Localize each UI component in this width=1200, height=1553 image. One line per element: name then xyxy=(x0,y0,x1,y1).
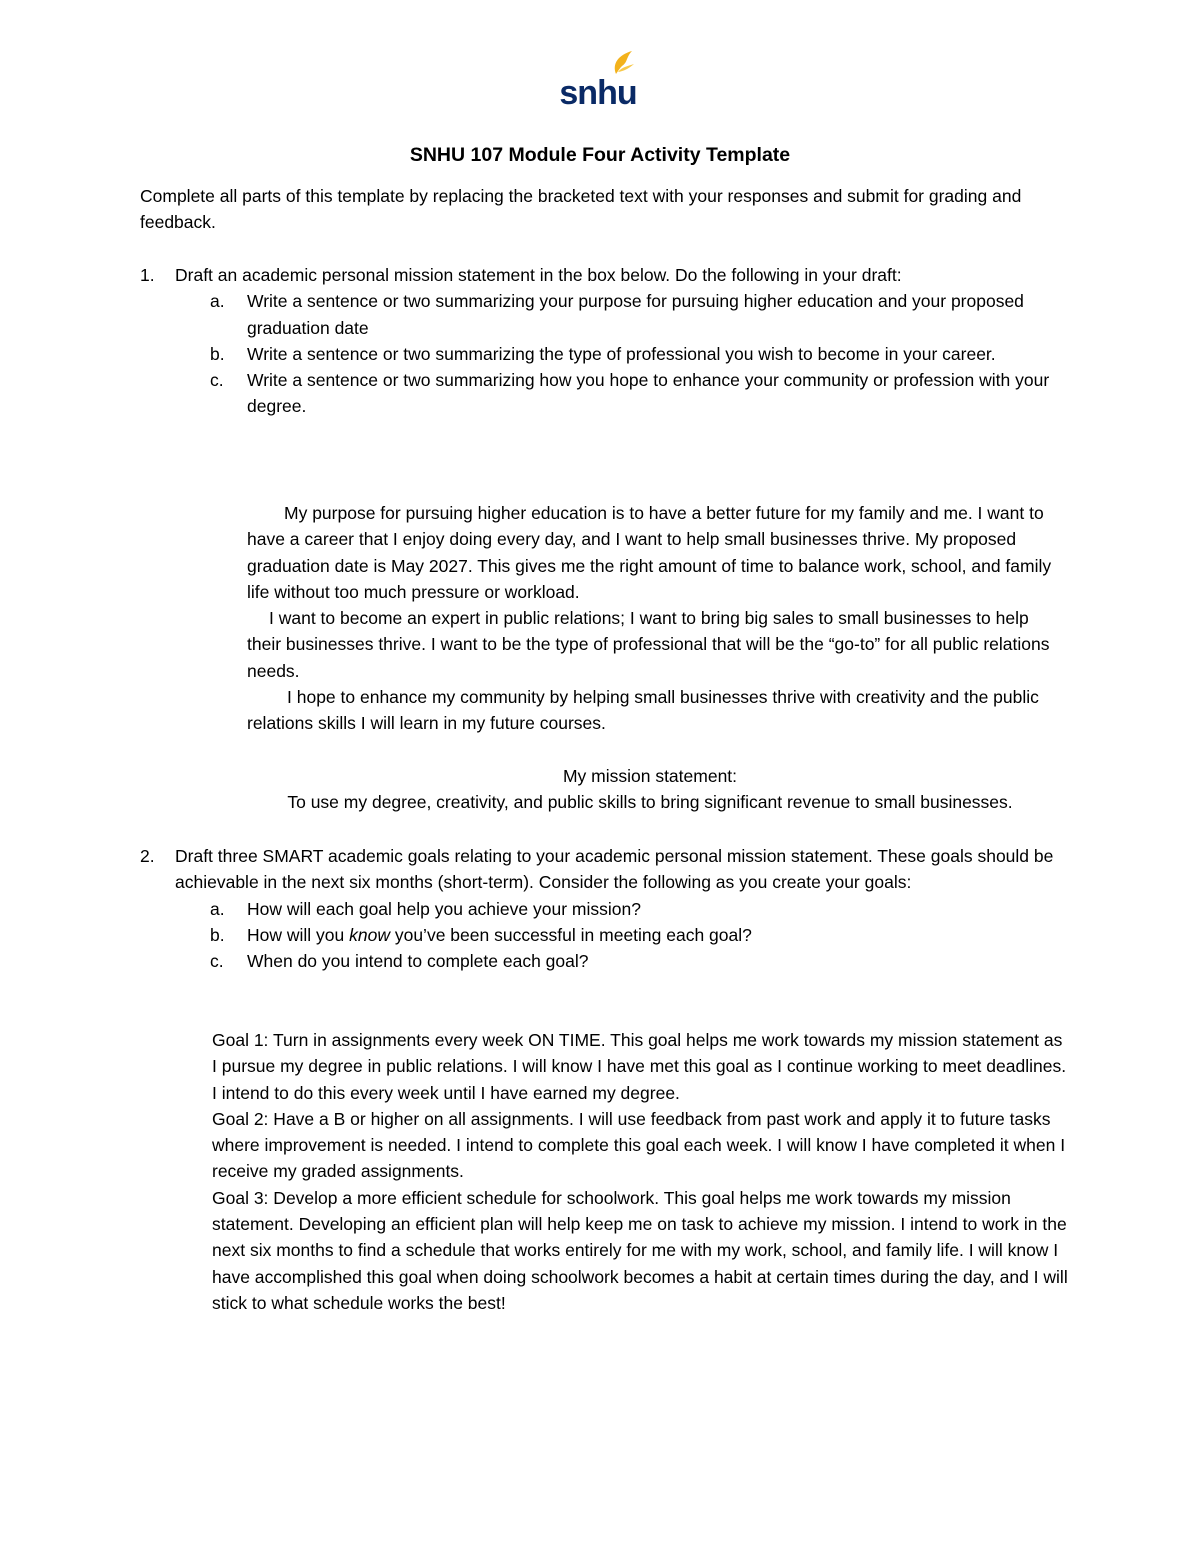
goal-paragraph xyxy=(212,1027,1072,1106)
question-1 xyxy=(140,262,1080,420)
goal-paragraph xyxy=(212,1106,1072,1185)
list-letter: b. xyxy=(210,343,225,364)
list-text-emphasis: know xyxy=(349,924,390,945)
mission-statement xyxy=(140,763,1160,816)
list-letter: a. xyxy=(210,291,225,312)
list-item xyxy=(175,341,1080,367)
list-item xyxy=(175,922,1080,948)
list-text: When do you intend to complete each goal? xyxy=(247,951,589,972)
question-2 xyxy=(140,843,1080,974)
intro-instructions: Complete all parts of this template by replacing the bracketed text with your responses and submit for grading and feedback. xyxy=(140,186,1022,233)
response-paragraph: I hope to enhance my community by helping small businesses thrive with creativity and the public relations skills I will learn in my future courses. xyxy=(247,687,1039,734)
goal-text: Turn in assignments every week ON TIME. This goal helps me work towards my mission statement as I pursue my degree in public relations. I will know I have met this goal as I continue working to meet deadlines. I intend to do this every week until I have earned my degree. xyxy=(212,1030,1067,1103)
list-letter: a. xyxy=(210,898,225,919)
mission-text: To use my degree, creativity, and public skills to bring significant revenue to small businesses. xyxy=(287,792,1013,813)
list-item xyxy=(175,948,1080,974)
list-text: Write a sentence or two summarizing how you hope to enhance your community or profession with your degree. xyxy=(247,370,1050,417)
goal-label: Goal 3: xyxy=(212,1187,269,1208)
snhu-logo xyxy=(556,50,640,110)
question-prompt: Draft an academic personal mission statement in the box below. Do the following in your draft: xyxy=(175,265,902,285)
goal-text: Develop a more efficient schedule for schoolwork. This goal helps me work towards my mission statement. Developing an efficient plan will help keep me on task to achieve my mission. I intend to work in the next six months to find a schedule that works entirely for me with my work, school, and family life. I will know I have accomplished this goal when doing schoolwork becomes a habit at certain times during the day, and I will stick to what schedule works the best! xyxy=(212,1187,1068,1313)
list-item xyxy=(175,367,1080,420)
list-text: Write a sentence or two summarizing your purpose for pursuing higher education and your proposed graduation date xyxy=(247,291,1024,338)
page-title: SNHU 107 Module Four Activity Template xyxy=(409,144,791,166)
question-number: 2. xyxy=(140,846,155,866)
list-letter: c. xyxy=(210,951,224,972)
list-item xyxy=(175,288,1080,341)
list-text-post: you’ve been successful in meeting each goal? xyxy=(389,924,752,945)
list-text-pre: How will you xyxy=(247,924,350,945)
goal-paragraph xyxy=(212,1185,1072,1316)
logo-wordmark: snhu xyxy=(559,74,637,110)
response-paragraph: My purpose for pursuing higher education is to have a better future for my family and me. I want to have a career that I enjoy doing every day, and I want to help small businesses thrive. My proposed graduation date is May 2027. This gives me the right amount of time to balance work, school, and family life without too much pressure or workload. xyxy=(247,503,1052,602)
question-number: 1. xyxy=(140,265,155,285)
mission-response xyxy=(247,500,1062,737)
list-letter: b. xyxy=(210,924,225,945)
response-paragraph: I want to become an expert in public relations; I want to bring big sales to small businesses to help their businesses thrive. I want to be the type of professional that will be the “go-to” for all public relations needs. xyxy=(247,608,1050,681)
list-item xyxy=(175,896,1080,922)
goal-text: Have a B or higher on all assignments. I will use feedback from past work and apply it to future tasks where improvement is needed. I intend to complete this goal each week. I will know I have completed it when I receive my graded assignments. xyxy=(212,1108,1066,1182)
list-letter: c. xyxy=(210,370,224,391)
goal-label: Goal 1: xyxy=(212,1030,269,1050)
goal-label: Goal 2: xyxy=(212,1108,269,1129)
list-text: Write a sentence or two summarizing the type of professional you wish to become in your career. xyxy=(247,343,996,364)
question-prompt: Draft three SMART academic goals relating to your academic personal mission statement. These goals should be achievable in the next six months (short-term). Consider the following as you create your goals: xyxy=(175,846,1054,893)
mission-label: My mission statement: xyxy=(562,766,738,786)
list-text: How will each goal help you achieve your mission? xyxy=(247,898,641,919)
goals-response xyxy=(212,1027,1072,1316)
